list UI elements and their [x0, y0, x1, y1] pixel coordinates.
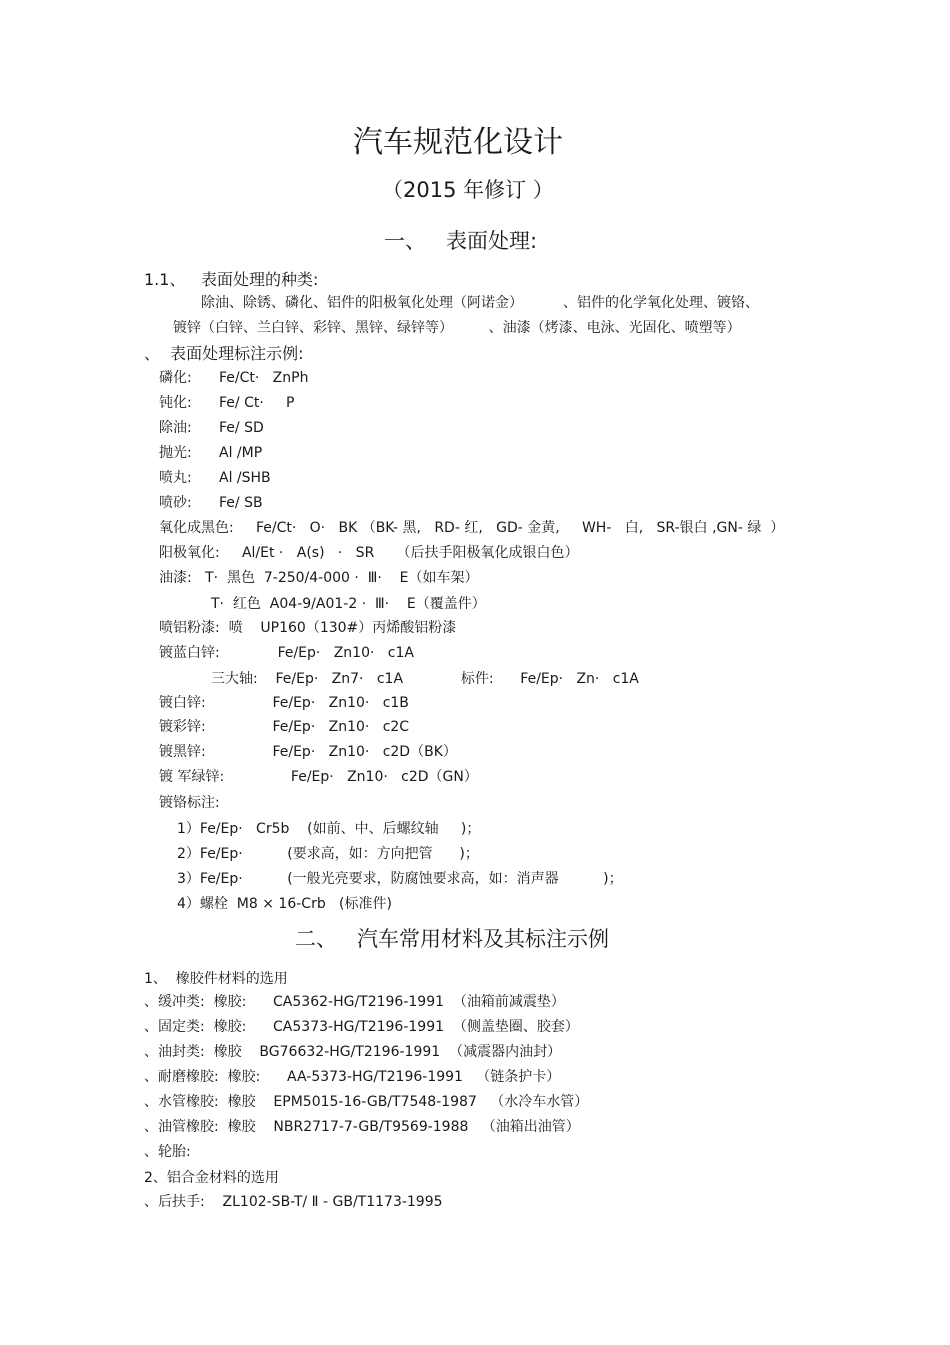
- material-item: 、固定类: 橡胶: CA5373-HG/T2196-1991 （侧盖垫圈、胶套）: [144, 1019, 579, 1035]
- treatment-line: 阳极氧化: Al/Et · A(s) · SR （后扶手阳极氧化成银白色）: [159, 545, 579, 561]
- treatment-line: 氧化成黑色: Fe/Ct· O· BK （BK- 黑, RD- 红, GD- 金黄, WH- 白, SR-银白 ,GN- 绿 ）: [159, 520, 785, 536]
- page-subtitle: （2015 年修订 ）: [382, 178, 554, 202]
- treatment-line: 镀 军绿锌: Fe/Ep· Zn10· c2D（GN）: [159, 769, 478, 785]
- treatment-line: 镀蓝白锌: Fe/Ep· Zn10· c1A: [159, 645, 414, 661]
- subsection-title: 、 表面处理标注示例:: [144, 344, 304, 363]
- material-item: 、油管橡胶: 橡胶 NBR2717-7-GB/T9569-1988 （油箱出油管）: [144, 1119, 580, 1135]
- treatment-label: 喷丸:: [159, 470, 192, 486]
- material-title: 1、 橡胶件材料的选用: [144, 971, 288, 987]
- material-item: 、缓冲类: 橡胶: CA5362-HG/T2196-1991 （油箱前减震垫）: [144, 994, 565, 1010]
- treatment-line: 镀彩锌: Fe/Ep· Zn10· c2C: [159, 719, 410, 735]
- material-title: 2、铝合金材料的选用: [144, 1170, 279, 1186]
- page-title: 汽车规范化设计: [353, 125, 563, 160]
- treatment-line: 三大轴: Fe/Ep· Zn7· c1A 标件: Fe/Ep· Zn· c1A: [211, 671, 639, 687]
- subsection-number: 1.1、: [144, 270, 186, 289]
- material-item: 、水管橡胶: 橡胶 EPM5015-16-GB/T7548-1987 （水冷车水管）: [144, 1094, 589, 1110]
- chrome-item: 1）Fe/Ep· Cr5b (如前、中、后螺纹轴 )；: [177, 821, 481, 837]
- treatment-line: T· 红色 A04-9/A01-2 · Ⅲ· E（覆盖件）: [211, 596, 486, 612]
- subsection-title: 表面处理的种类:: [201, 270, 319, 289]
- chrome-item: 3）Fe/Ep· (一般光亮要求，防腐蚀要求高，如：消声器 )；: [177, 871, 623, 887]
- material-item: 、轮胎:: [144, 1144, 191, 1160]
- treatment-label: 抛光:: [159, 445, 192, 461]
- treatment-value: Al /SHB: [219, 470, 271, 486]
- paragraph-line: 除油、除锈、磷化、铝件的阳极氧化处理（阿诺金） 、铝件的化学氧化处理、镀铬、: [201, 295, 760, 311]
- treatment-label: 磷化:: [159, 370, 192, 386]
- treatment-label: 喷砂:: [159, 495, 192, 511]
- chrome-item: 4）螺栓 M8 × 16-Crb (标准件): [177, 896, 392, 912]
- section-heading-2: 二、 汽车常用材料及其标注示例: [295, 927, 610, 951]
- material-item: 、油封类: 橡胶 BG76632-HG/T2196-1991 （减震器内油封）: [144, 1044, 562, 1060]
- treatment-label: 除油:: [159, 420, 192, 436]
- treatment-line: 镀黑锌: Fe/Ep· Zn10· c2D（BK）: [159, 744, 457, 760]
- treatment-label: 钝化:: [159, 395, 192, 411]
- section-heading-1: 一、 表面处理:: [384, 229, 538, 253]
- treatment-value: Fe/ Ct· P: [219, 395, 295, 411]
- treatment-value: Fe/ SB: [219, 495, 263, 511]
- treatment-value: Al /MP: [219, 445, 263, 461]
- treatment-value: Fe/Ct· ZnPh: [219, 370, 309, 386]
- chrome-item: 2）Fe/Ep· (要求高，如：方向把管 )；: [177, 846, 479, 862]
- treatment-value: Fe/ SD: [219, 420, 264, 436]
- treatment-line: 镀白锌: Fe/Ep· Zn10· c1B: [159, 695, 409, 711]
- material-item: 、后扶手: ZL102-SB-T/ Ⅱ - GB/T1173-1995: [144, 1194, 443, 1210]
- material-item: 、耐磨橡胶: 橡胶: AA-5373-HG/T2196-1991 （链条护卡）: [144, 1069, 561, 1085]
- paragraph-line: 镀锌（白锌、兰白锌、彩锌、黑锌、绿锌等） 、油漆（烤漆、电泳、光固化、喷塑等）: [173, 320, 741, 336]
- chrome-title: 镀铬标注:: [159, 795, 220, 811]
- treatment-line: 喷铝粉漆: 喷 UP160（130#）丙烯酸铝粉漆: [159, 620, 457, 636]
- treatment-line: 油漆: T· 黑色 7-250/4-000 · Ⅲ· E（如车架）: [159, 570, 479, 586]
